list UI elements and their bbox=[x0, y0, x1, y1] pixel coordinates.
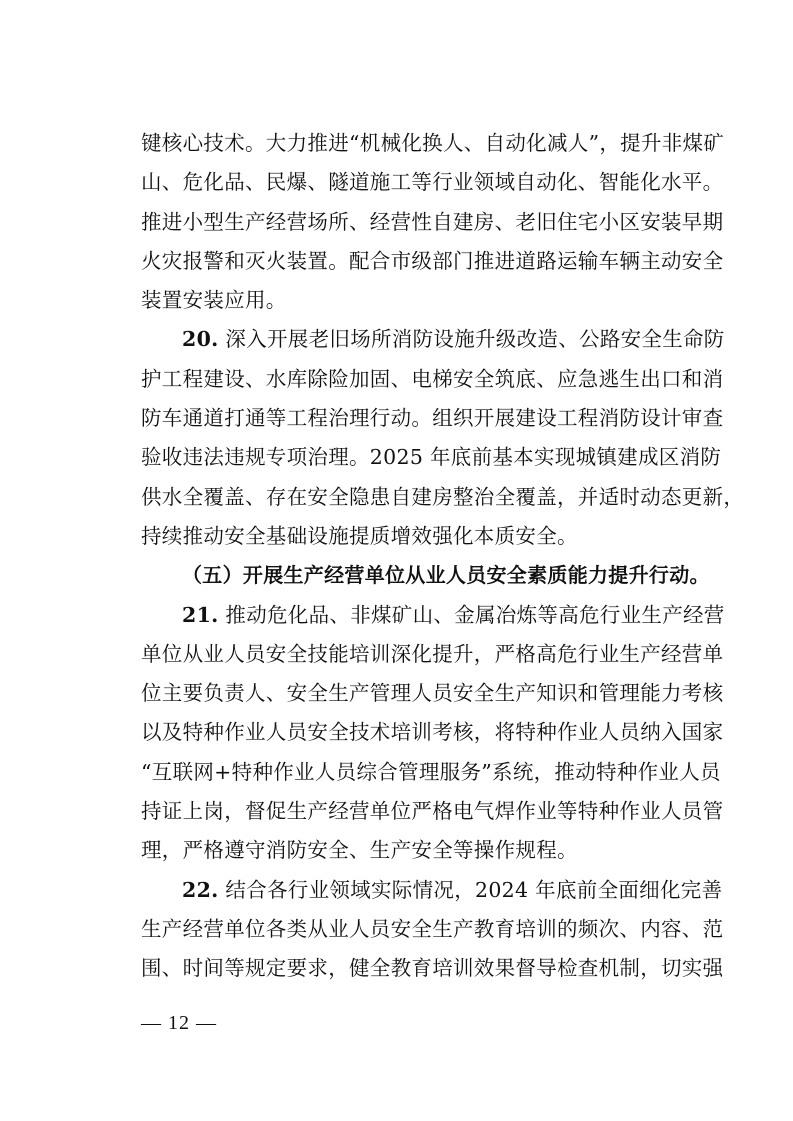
text-line: 验收违法违规专项治理。2025 年底前基本实现城镇建成区消防 bbox=[141, 445, 722, 470]
text-line: 推进小型生产经营场所、经营性自建房、老旧住宅小区安装早期 bbox=[141, 209, 724, 234]
text-line: 火灾报警和灭火装置。配合市级部门推进道路运输车辆主动安全 bbox=[141, 248, 724, 273]
text-line: 生产经营单位各类从业人员安全生产教育培训的频次、内容、范 bbox=[141, 916, 724, 941]
item-number: 22. bbox=[182, 877, 219, 902]
text-line: 理，严格遵守消防安全、生产安全等操作规程。 bbox=[141, 838, 578, 863]
text-line: 供水全覆盖、存在安全隐患自建房整治全覆盖，并适时动态更新， bbox=[141, 484, 745, 509]
item-22-first-line: 22. 结合各行业领域实际情况，2024 年底前全面细化完善 bbox=[182, 877, 723, 902]
text-line: 持续推动安全基础设施提质增效强化本质安全。 bbox=[141, 523, 578, 548]
text-line: 护工程建设、水库除险加固、电梯安全筑底、应急逃生出口和消 bbox=[141, 366, 724, 391]
text-line: 持证上岗，督促生产经营单位严格电气焊作业等特种作业人员管 bbox=[141, 799, 724, 824]
text-line: 防车通道打通等工程治理行动。组织开展建设工程消防设计审查 bbox=[141, 406, 724, 431]
document-body bbox=[141, 124, 745, 989]
text-line: 单位从业人员安全技能培训深化提升，严格高危行业生产经营单 bbox=[141, 641, 724, 666]
text-line: 装置安装应用。 bbox=[141, 288, 287, 313]
section-heading: （五）开展生产经营单位从业人员安全素质能力提升行动。 bbox=[182, 563, 710, 588]
item-number: 21. bbox=[182, 602, 219, 627]
text-line: 围、时间等规定要求，健全教育培训效果督导检查机制，切实强 bbox=[141, 956, 724, 981]
item-number: 20. bbox=[182, 327, 219, 352]
text-line: 位主要负责人、安全生产管理人员安全生产知识和管理能力考核 bbox=[141, 681, 724, 706]
text-line: 键核心技术。大力推进“机械化换人、自动化减人”，提升非煤矿 bbox=[141, 131, 725, 155]
page-number: — 12 — bbox=[141, 1012, 217, 1034]
text-line: 以及特种作业人员安全技术培训考核，将特种作业人员纳入国家 bbox=[141, 720, 724, 745]
text-line: 山、危化品、民爆、隧道施工等行业领域自动化、智能化水平。 bbox=[141, 170, 724, 195]
text-line: “互联网+特种作业人员综合管理服务”系统，推动特种作业人员 bbox=[141, 759, 721, 784]
item-20-first-line: 20. 深入开展老旧场所消防设施升级改造、公路安全生命防 bbox=[182, 327, 725, 352]
item-21-first-line: 21. 推动危化品、非煤矿山、金属冶炼等高危行业生产经营 bbox=[182, 602, 725, 627]
